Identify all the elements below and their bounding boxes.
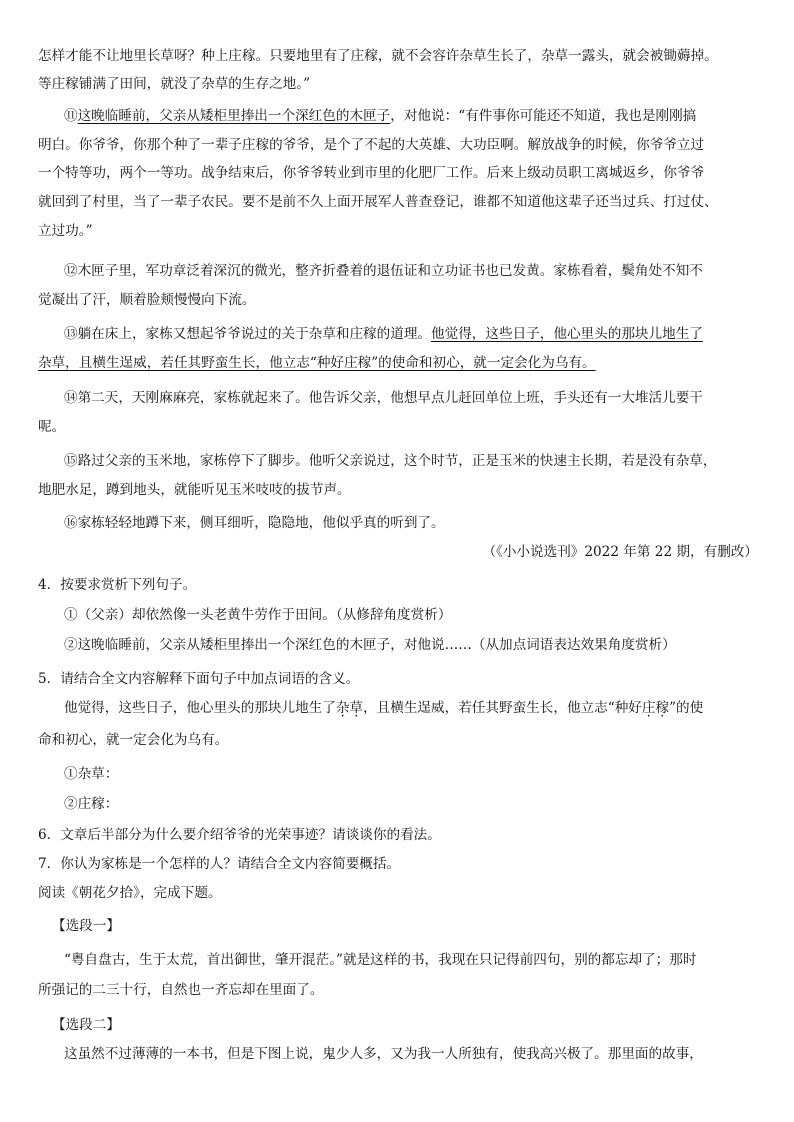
question-5-item-2: ②庄稼：	[64, 796, 119, 812]
question-5-sentence-text: ，且横生逞威，若任其野蛮生长，他立志“种好	[363, 700, 642, 716]
paragraph-10-line-1: 怎样才能不让地里长草呀？种上庄稼。只要地里有了庄稼，就不会容许杂草生长了，杂草一露头，就会被锄薅掉。	[38, 48, 718, 64]
paragraph-11-marker: ⑪	[64, 108, 78, 124]
question-5-sentence-line-2: 命和初心，就一定会化为乌有。	[38, 732, 229, 748]
source-citation: （《小小说选刊》2022 年第 22 期，有删改）	[482, 544, 758, 560]
question-4-item-2: ②这晚临睡前，父亲从矮柜里捧出一个深红色的木匣子，对他说……（从加点词语表达效果角度赏析）	[64, 637, 676, 653]
paragraph-13-text: ⑬躺在床上，家栋又想起爷爷说过的关于杂草和庄稼的道理。	[64, 326, 432, 342]
section-2-label: 【选段二】	[52, 1017, 120, 1033]
paragraph-12-line-2: 觉凝出了汗，顺着脸颊慢慢向下流。	[38, 292, 256, 308]
question-5-sentence-text: 他觉得，这些日子，他心里头的那块儿地生了	[64, 700, 336, 716]
paragraph-11-line-4: 就回到了村里，当了一辈子农民。要不是前不久上面开展军人普查登记，谁都不知道他这辈子还当过兵、打过仗、	[38, 194, 718, 210]
section-2-line-1: 这虽然不过薄薄的一本书，但是下图上说，鬼少人多，又为我一人所独有，使我高兴极了。那里面的故事，	[64, 1046, 703, 1062]
dotted-char: 草	[349, 700, 364, 716]
paragraph-10-line-2: 等庄稼铺满了田间，就没了杂草的生存之地。”	[38, 76, 311, 92]
paragraph-13-underlined-sentence: 他觉得，这些日子，他心里头的那块儿地生了	[431, 326, 703, 342]
paragraph-14-line-1: ⑭第二天，天刚麻麻亮，家栋就起来了。他告诉父亲，他想早点儿赶回单位上班，手头还有一大堆活儿要干	[64, 390, 703, 406]
question-4-item-1: ①（父亲）却依然像一头老黄牛劳作于田间。（从修辞角度赏析）	[64, 607, 452, 623]
paragraph-13-underlined-sentence-cont: 杂草，且横生逞威，若任其野蛮生长，他立志“种好庄稼”的使命和初心，就一定会化为乌有。	[38, 355, 596, 371]
section-1-line-1: “粤自盘古，生于太荒，首出御世，肇开混茫。”就是这样的书，我现在只记得前四句，别的都忘却了；那时	[64, 952, 697, 968]
paragraph-15-line-2: 地肥水足，蹲到地头，就能听见玉米吱吱的拔节声。	[38, 482, 351, 498]
paragraph-14-line-2: 呢。	[38, 419, 66, 435]
question-5-sentence-line-1	[64, 699, 758, 717]
question-5-sentence-text: ”的使	[669, 700, 704, 716]
dotted-char: 庄	[641, 700, 656, 716]
paragraph-11-underlined-sentence: 这晚临睡前，父亲从矮柜里捧出一个深红色的木匣子	[77, 108, 391, 124]
paragraph-13-line-1	[64, 325, 758, 343]
section-1-line-2: 所强记的二三十行，自然也一齐忘却在里面了。	[38, 982, 324, 998]
paragraph-11-line-2: 明白。你爷爷，你那个种了一辈子庄稼的爷爷，是个了不起的大英雄、大功臣啊。解放战争的时候，你爷爷立过	[38, 137, 705, 153]
reading-intro: 阅读《朝花夕拾》，完成下题。	[38, 885, 222, 901]
section-1-label: 【选段一】	[52, 918, 120, 934]
paragraph-12-line-1: ⑫木匣子里，军功章泛着深沉的微光，整齐折叠着的退伍证和立功证书也已发黄。家栋看着，鬓角处不知不	[64, 263, 703, 279]
dotted-char: 稼	[655, 700, 670, 716]
question-4-title: 4．按要求赏析下列句子。	[38, 577, 197, 593]
paragraph-11-text: ，对他说：“有件事你可能还不知道，我也是刚刚搞	[390, 108, 697, 124]
question-7: 7．你认为家栋是一个怎样的人？请结合全文内容简要概括。	[38, 856, 401, 872]
question-5-title: 5．请结合全文内容解释下面句子中加点词语的含义。	[38, 671, 360, 687]
dotted-char: 杂	[335, 700, 350, 716]
paragraph-13-line-2	[38, 354, 758, 372]
paragraph-15-line-1: ⑮路过父亲的玉米地，家栋停下了脚步。他听父亲说过，这个时节，正是玉米的快速主长期，若是没有杂草，	[64, 453, 717, 469]
paragraph-11-line-3: 一个特等功，两个一等功。战争结束后，你爷爷转业到市里的化肥厂工作。后来上级动员职工离城返乡，你爷爷	[38, 165, 705, 181]
paragraph-11-line-1	[64, 107, 758, 125]
paragraph-11-line-5: 立过功。”	[38, 223, 93, 239]
paragraph-16: ⑯家栋轻轻地蹲下来，侧耳细听，隐隐地，他似乎真的听到了。	[64, 515, 445, 531]
question-5-item-1: ①杂草：	[64, 766, 119, 782]
question-6: 6．文章后半部分为什么要介绍爷爷的光荣事迹？请谈谈你的看法。	[38, 827, 441, 843]
